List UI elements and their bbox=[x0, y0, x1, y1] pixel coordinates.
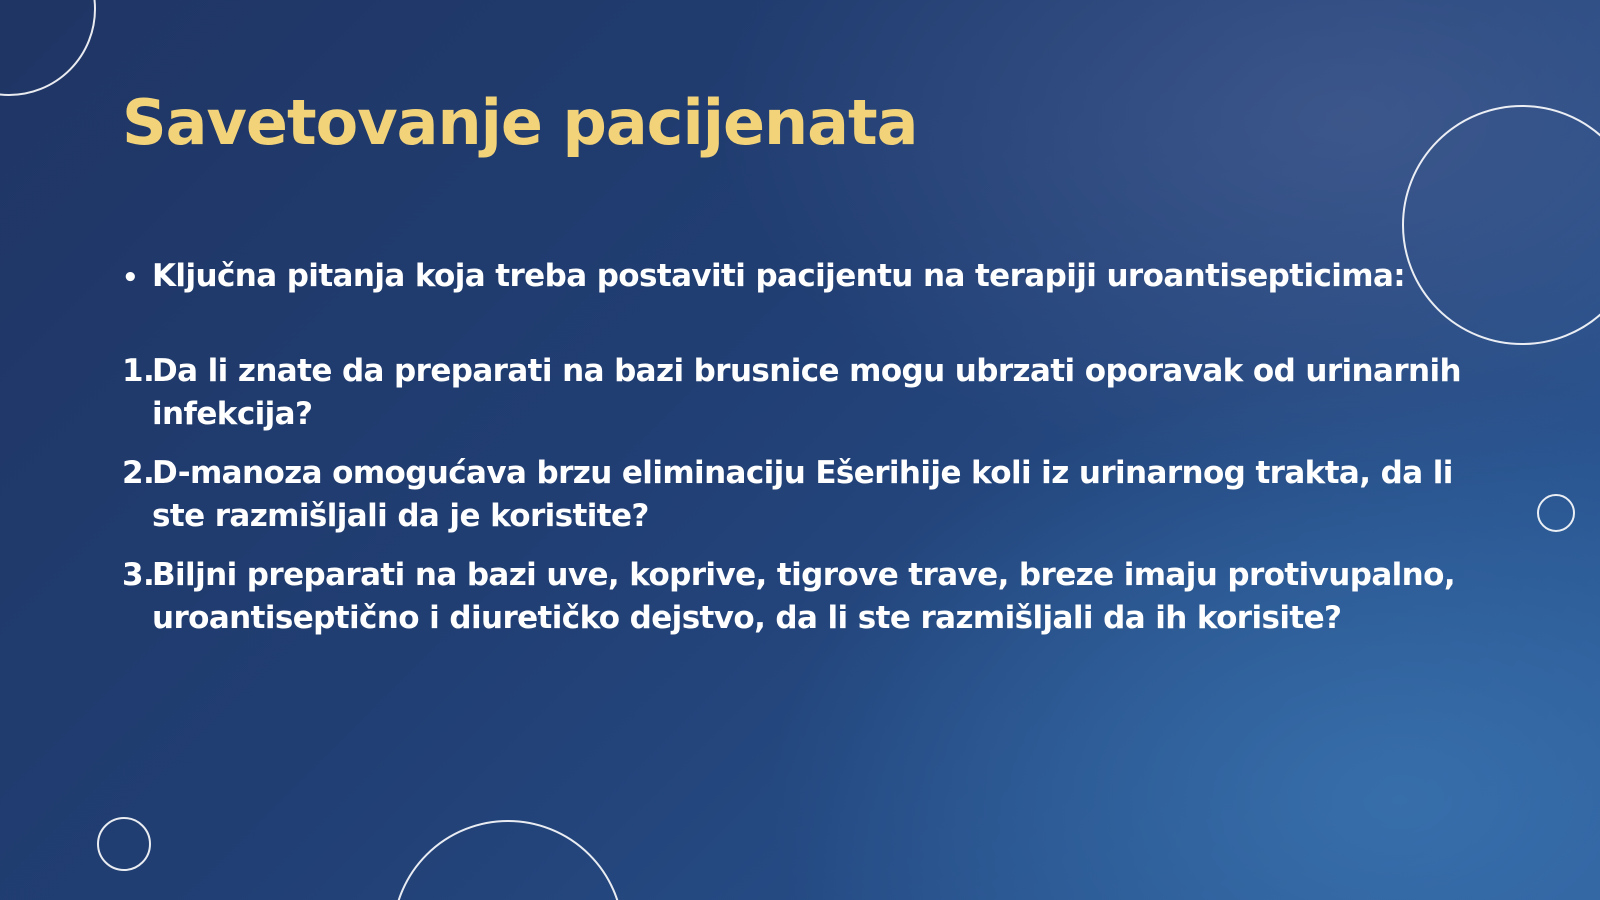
decorative-circle-bottom-center bbox=[392, 820, 624, 900]
numbered-marker: 1. bbox=[122, 353, 155, 389]
numbered-marker: 3. bbox=[122, 557, 155, 593]
decorative-circle-right-small bbox=[1537, 494, 1575, 532]
numbered-item-2 bbox=[122, 452, 1482, 538]
decorative-circle-top-left bbox=[0, 0, 96, 96]
bullet-marker: • bbox=[122, 263, 139, 293]
bullet-item bbox=[122, 258, 1482, 294]
slide-body bbox=[122, 258, 1482, 656]
slide-title: Savetovanje pacijenata bbox=[122, 86, 918, 159]
decorative-circle-bottom-left bbox=[97, 817, 151, 871]
numbered-text: D-manoza omogućava brzu eliminaciju Ešerihije koli iz urinarnog trakta, da li ste razmišljali da je koristite? bbox=[152, 455, 1453, 534]
numbered-item-1 bbox=[122, 350, 1482, 436]
numbered-item-3 bbox=[122, 554, 1482, 640]
numbered-text: Da li znate da preparati na bazi brusnice mogu ubrzati oporavak od urinarnih infekcija? bbox=[152, 353, 1461, 432]
numbered-text: Biljni preparati na bazi uve, koprive, tigrove trave, breze imaju protivupalno, uroantiseptično i diuretičko dejstvo, da li ste razmišljali da ih korisite? bbox=[152, 557, 1456, 636]
bullet-text: Ključna pitanja koja treba postaviti pacijentu na terapiji uroantisepticima: bbox=[152, 258, 1406, 294]
numbered-marker: 2. bbox=[122, 455, 155, 491]
